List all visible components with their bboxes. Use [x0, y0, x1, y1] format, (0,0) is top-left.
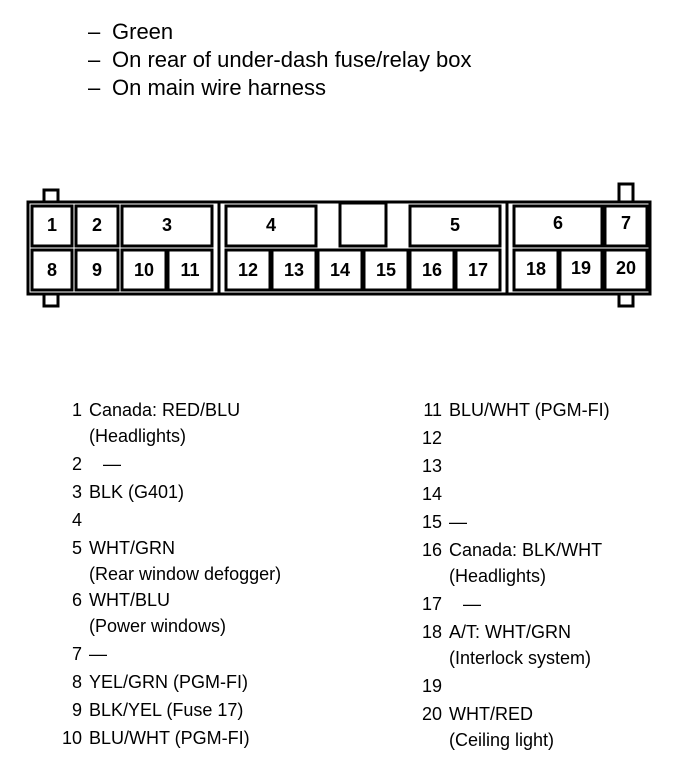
pin-entry-1: 1 Canada: RED/BLU (Headlights) — [71, 400, 241, 446]
pin-label-19: 19 — [570, 258, 592, 278]
description-color: – Green — [88, 19, 174, 44]
cavity-key-slot — [340, 203, 386, 246]
pin-entry-8: 8 YEL/GRN (PGM-FI) — [71, 672, 249, 692]
pin-entry-11: 11 BLU/WHT (PGM-FI) — [423, 400, 610, 420]
pin-label-15: 15 — [375, 260, 397, 280]
pin-entry-15: 15 — — [421, 512, 467, 532]
pin-label-17: 17 — [467, 260, 489, 280]
pin-entry-2: 2 — — [71, 454, 121, 474]
locking-tab-top-left — [44, 190, 58, 202]
dash: – — [88, 75, 101, 100]
pin-entry-18: 18 A/T: WHT/GRN (Interlock system) — [421, 622, 592, 668]
dash: – — [88, 47, 101, 72]
dash: – — [88, 19, 101, 44]
pin-entry-12: 12 — [421, 428, 442, 448]
description-harness: – On main wire harness — [88, 75, 326, 100]
pin-label-9: 9 — [91, 260, 103, 280]
pin-label-5: 5 — [449, 215, 461, 235]
pin-label-8: 8 — [46, 260, 58, 280]
pin-entry-7: 7 — — [71, 644, 107, 664]
locking-tab-bottom-left — [44, 294, 58, 306]
pin-entry-9: 9 BLK/YEL (Fuse 17) — [71, 700, 244, 720]
pin-entry-3: 3 BLK (G401) — [71, 482, 185, 502]
pin-entry-10: 10 BLU/WHT (PGM-FI) — [61, 728, 250, 748]
pin-label-12: 12 — [237, 260, 259, 280]
pin-label-16: 16 — [421, 260, 443, 280]
pin-label-4: 4 — [265, 215, 277, 235]
pin-label-3: 3 — [161, 215, 173, 235]
pin-label-10: 10 — [133, 260, 155, 280]
description-location: – On rear of under-dash fuse/relay box — [88, 47, 472, 72]
pin-entry-13: 13 — [421, 456, 442, 476]
pin-label-18: 18 — [525, 259, 547, 279]
pin-entry-16: 16 Canada: BLK/WHT (Headlights) — [421, 540, 603, 586]
pin-legend-left — [50, 397, 281, 751]
pin-label-11: 11 — [180, 260, 200, 280]
locking-tab-bottom-right — [619, 294, 633, 306]
connector-face-diagram — [0, 0, 688, 340]
pin-entry-6: 6 WHT/BLU (Power windows) — [71, 590, 227, 636]
pin-entry-17: 17 — — [421, 594, 481, 614]
locking-tab-top-right — [619, 184, 633, 202]
pin-entry-4: 4 — [71, 510, 82, 530]
pin-entry-19: 19 — [421, 676, 442, 696]
pin-label-7: 7 — [620, 213, 632, 233]
pin-label-14: 14 — [329, 260, 351, 280]
pin-label-2: 2 — [91, 215, 103, 235]
pin-label-1: 1 — [46, 215, 58, 235]
pin-legend-right — [410, 397, 610, 753]
pin-entry-5: 5 WHT/GRN (Rear window defogger) — [71, 538, 282, 584]
pin-label-13: 13 — [283, 260, 305, 280]
pin-entry-20: 20 WHT/RED (Ceiling light) — [421, 704, 555, 750]
pin-label-20: 20 — [615, 258, 637, 278]
pin-entry-14: 14 — [421, 484, 442, 504]
pin-label-6: 6 — [552, 213, 564, 233]
